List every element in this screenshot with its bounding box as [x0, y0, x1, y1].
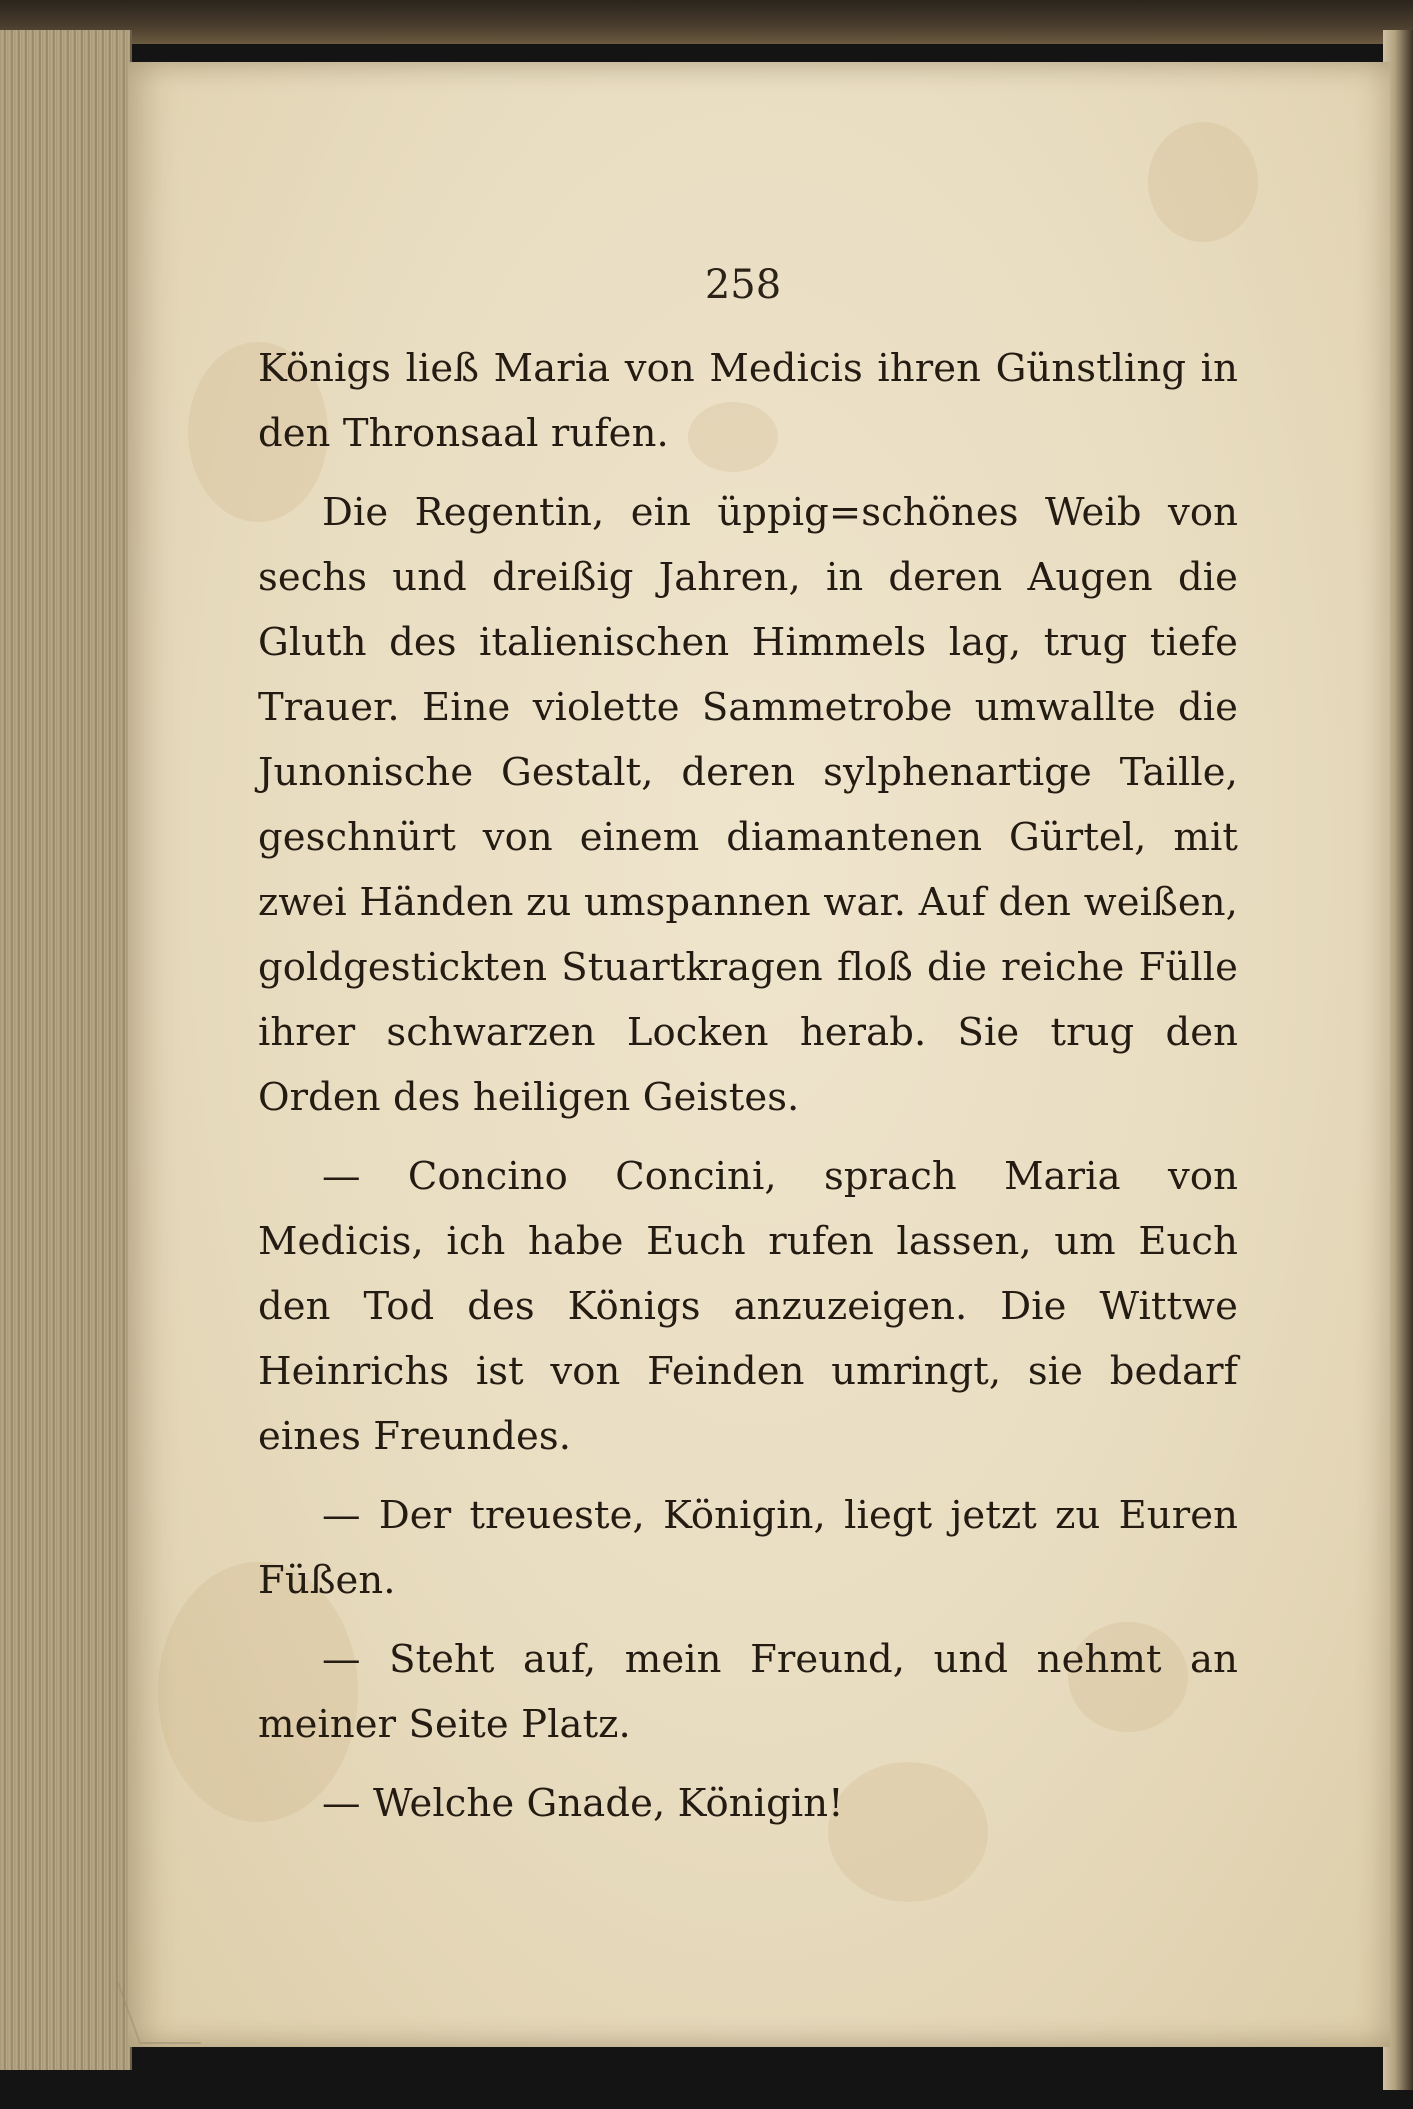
paragraph: Königs ließ Maria von Medicis ihren Günstling in den Thronsaal rufen. — [258, 346, 1238, 456]
body-text — [258, 336, 1238, 1850]
paragraph: Die Regentin, ein üppig=schönes Weib von sechs und dreißig Jahren, in deren Augen die Gluth des italienischen Himmels lag, trug tiefe Trauer. Eine violette Sammetrobe umwallte die Junonische Gestalt, deren sylphenartige Taille, geschnürt von einem diamantenen Gürtel, mit zwei Händen zu umspannen war. Auf den weißen, goldgestickten Stuartkragen floß die reiche Fülle ihrer schwarzen Locken herab. Sie trug den Orden des heiligen Geistes. — [258, 490, 1238, 1120]
paragraph: — Der treueste, Königin, liegt jetzt zu Euren Füßen. — [258, 1493, 1238, 1603]
paragraph: — Welche Gnade, Königin! — [322, 1781, 844, 1826]
paper-stain — [1148, 122, 1258, 242]
paragraph: — Concino Concini, sprach Maria von Medicis, ich habe Euch rufen lassen, um Euch den Tod des Königs anzuzeigen. Die Wittwe Heinrichs ist von Feinden umringt, sie bedarf eines Freundes. — [258, 1154, 1238, 1459]
page-block-edges — [0, 30, 132, 2070]
paragraph: — Steht auf, mein Freund, und nehmt an meiner Seite Platz. — [258, 1637, 1238, 1747]
book-cover-top — [0, 0, 1413, 44]
page-number: 258 — [704, 262, 782, 308]
